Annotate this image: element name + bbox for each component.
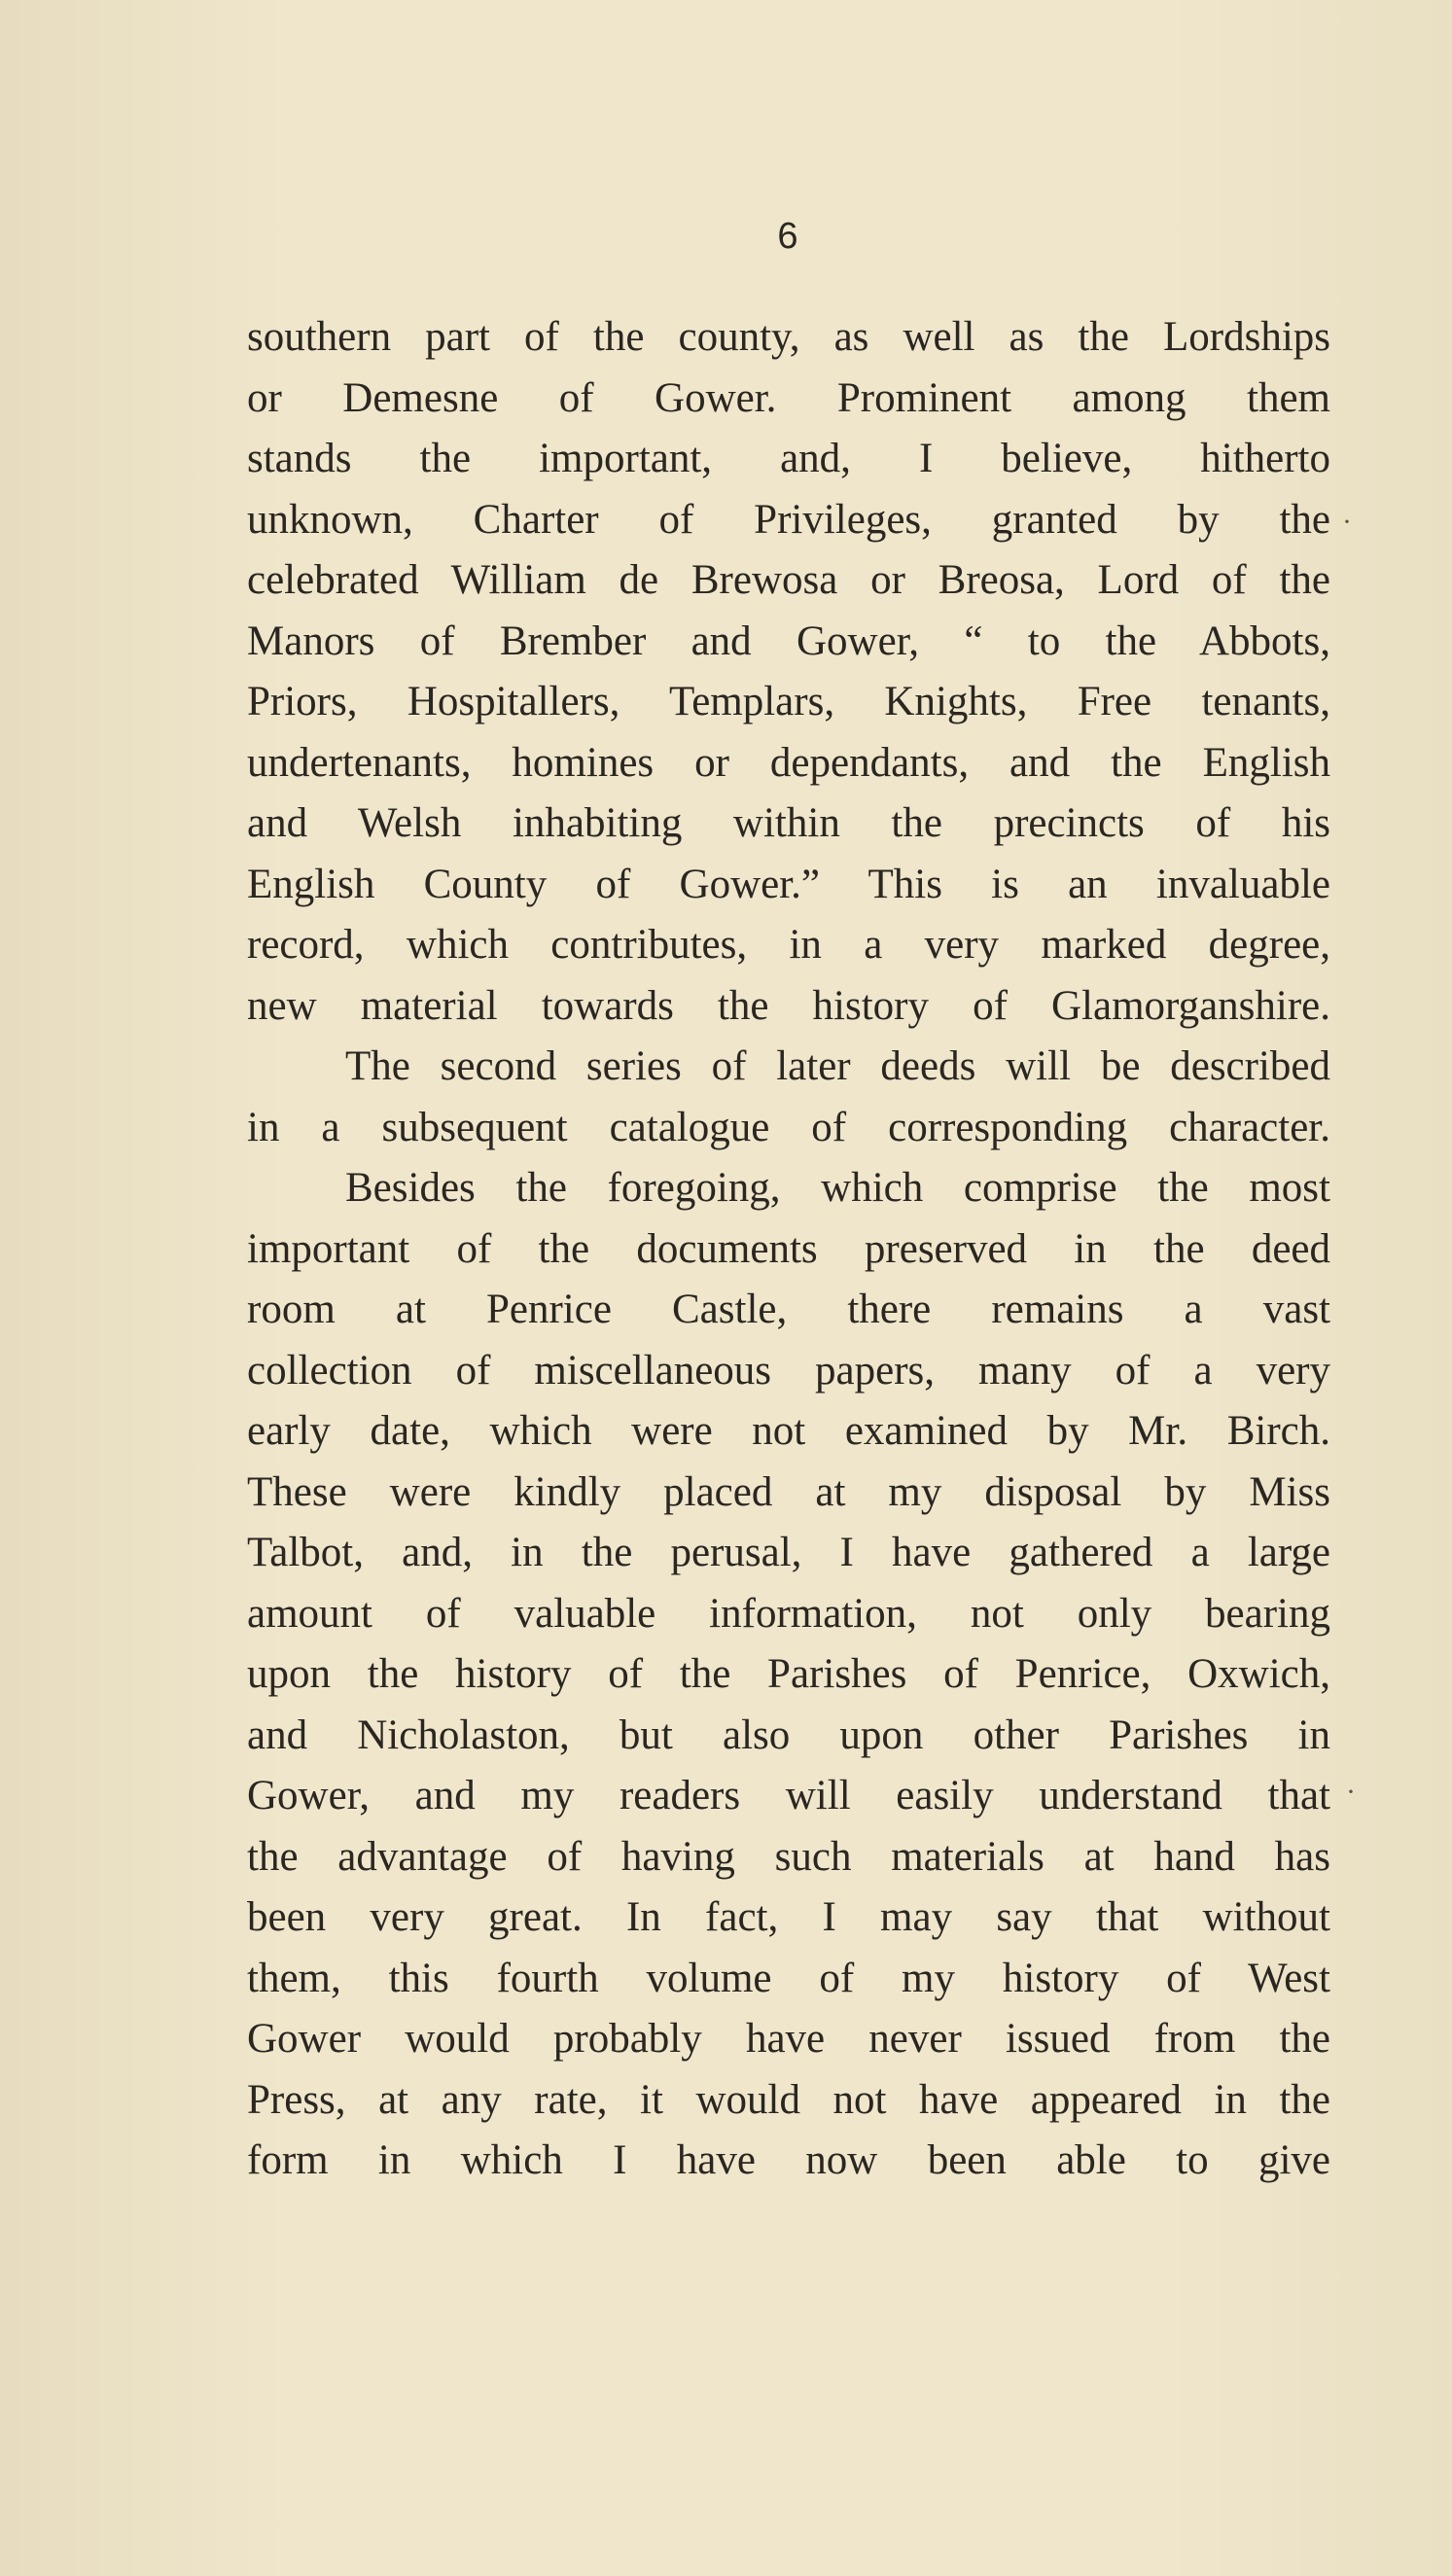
text-line: record, which contributes, in a very marked degree, — [247, 922, 1330, 968]
text-line: English County of Gower.” This is an invaluable — [247, 861, 1330, 907]
text-line: upon the history of the Parishes of Penrice, Oxwich, — [247, 1651, 1330, 1697]
text-line: and Welsh inhabiting within the precincts of his — [247, 800, 1330, 846]
text-line: collection of miscellaneous papers, many of a very — [247, 1347, 1330, 1394]
text-line: early date, which were not examined by Mr. Birch. — [247, 1408, 1330, 1454]
text-line: or Demesne of Gower. Prominent among them — [247, 374, 1330, 421]
text-line: been very great. In fact, I may say that without — [247, 1894, 1330, 1940]
text-line: form in which I have now been able to give — [247, 2137, 1330, 2183]
text-line: Gower would probably have never issued from the — [247, 2016, 1330, 2062]
text-line: stands the important, and, I believe, hitherto — [247, 436, 1330, 481]
text-line: Manors of Brember and Gower, “ to the Abbots, — [247, 618, 1330, 664]
page-number: 6 — [777, 216, 798, 257]
body-text — [247, 307, 1330, 2192]
text-line: in a subsequent catalogue of corresponding character. — [247, 1104, 1330, 1150]
text-line: These were kindly placed at my disposal by Miss — [247, 1468, 1330, 1515]
text-line: the advantage of having such materials at hand has — [247, 1833, 1330, 1880]
text-line: The second series of later deeds will be described — [345, 1043, 1330, 1089]
text-line: room at Penrice Castle, there remains a vast — [247, 1287, 1330, 1332]
margin-speck: · — [1342, 506, 1352, 538]
text-line: amount of valuable information, not only bearing — [247, 1590, 1330, 1637]
margin-speck: · — [1346, 1776, 1356, 1808]
text-line: Press, at any rate, it would not have appeared in the — [247, 2076, 1330, 2123]
text-line: Gower, and my readers will easily understand that — [247, 1773, 1330, 1818]
text-line: new material towards the history of Glamorganshire. — [247, 982, 1330, 1029]
text-line: Besides the foregoing, which comprise the most — [345, 1165, 1330, 1211]
text-line: undertenants, homines or dependants, and the English — [247, 739, 1330, 786]
text-line: southern part of the county, as well as the Lordships — [247, 314, 1330, 360]
text-line: and Nicholaston, but also upon other Parishes in — [247, 1711, 1330, 1758]
text-line: important of the documents preserved in the deed — [247, 1225, 1330, 1272]
text-line: Priors, Hospitallers, Templars, Knights, Free tenants, — [247, 679, 1330, 724]
text-line: them, this fourth volume of my history of West — [247, 1955, 1330, 2001]
text-line: celebrated William de Brewosa or Breosa, Lord of the — [247, 557, 1330, 603]
text-line: Talbot, and, in the perusal, I have gathered a large — [247, 1530, 1330, 1575]
text-line: unknown, Charter of Privileges, granted by the — [247, 496, 1330, 543]
